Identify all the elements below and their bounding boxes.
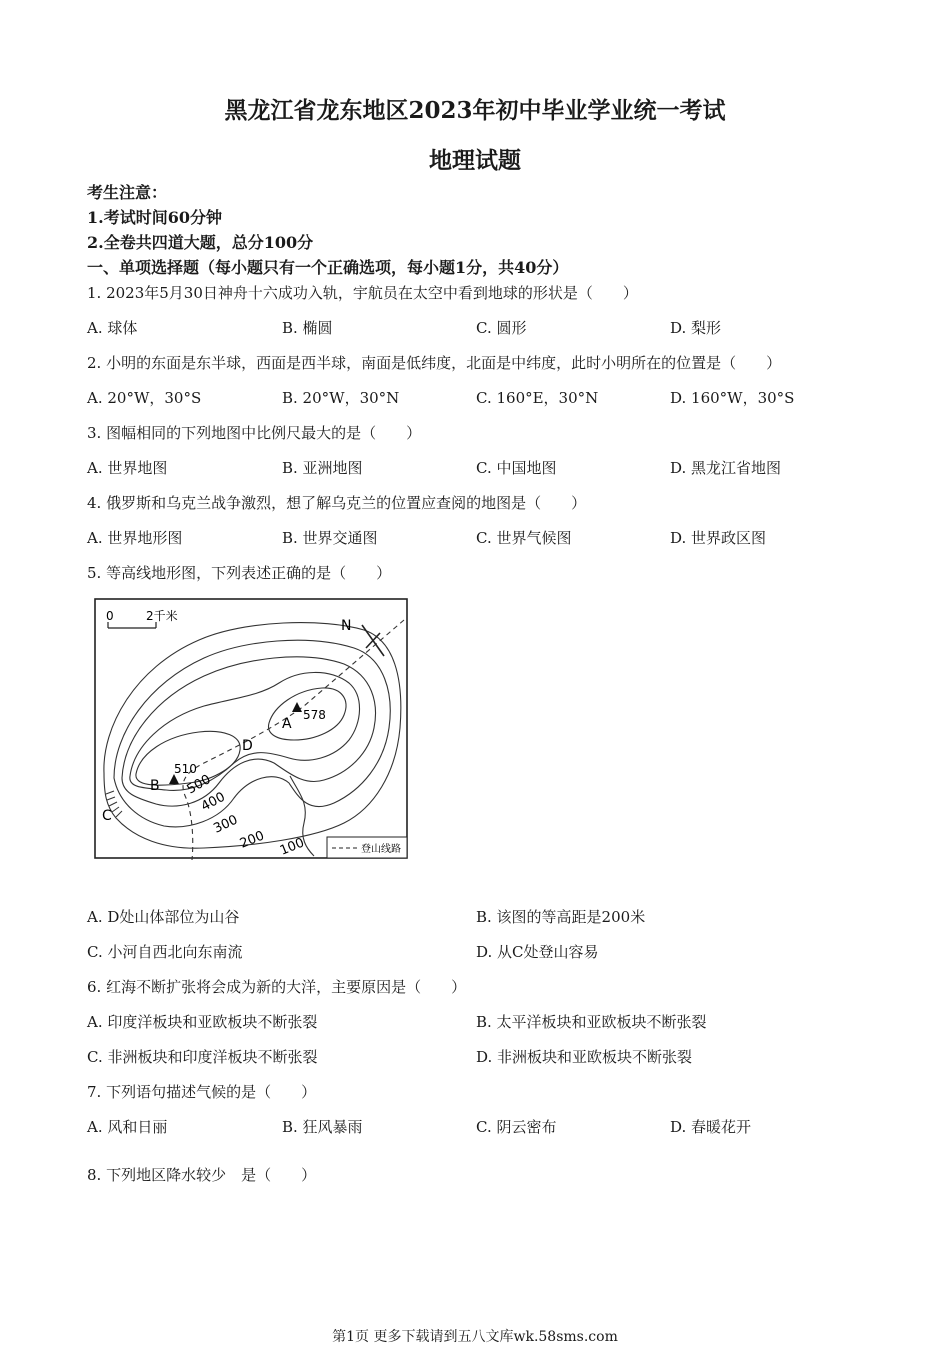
north-label: N [341,618,352,634]
q6-option-d: D. 非洲板块和亚欧板块不断张裂 [476,1048,693,1066]
point-d-label: D [242,738,253,754]
scale-label: 2千米 [146,609,178,623]
q2-option-d: D. 160°W，30°S [670,389,795,407]
q2-option-a: A. 20°W，30°S [87,389,202,407]
q1-option-b: B. 椭圆 [282,319,333,337]
q6-option-b: B. 太平洋板块和亚欧板块不断张裂 [476,1013,707,1031]
q7-option-b: B. 狂风暴雨 [282,1118,363,1136]
q5-option-a: A. D处山体部位为山谷 [87,908,240,926]
notice-heading: 考生注意： [87,183,168,202]
contour-label-500: 500 [184,772,214,798]
q7-option-d: D. 春暖花开 [670,1118,752,1136]
q6-option-a: A. 印度洋板块和亚欧板块不断张裂 [87,1013,318,1031]
question-4: 4. 俄罗斯和乌克兰战争激烈，想了解乌克兰的位置应查阅的地图是（ ） [87,494,587,512]
q3-option-a: A. 世界地图 [87,459,168,477]
q5-option-d: D. 从C处登山容易 [476,943,599,961]
q3-option-d: D. 黑龙江省地图 [670,459,782,477]
q7-option-a: A. 风和日丽 [87,1118,168,1136]
contour-map [94,598,410,862]
contour-label-300: 300 [211,812,241,837]
scale-zero: 0 [106,609,114,623]
peak-a-label: A [282,716,292,732]
q5-option-c: C. 小河自西北向东南流 [87,943,243,961]
question-6: 6. 红海不断扩张将会成为新的大洋，主要原因是（ ） [87,978,467,996]
q4-option-a: A. 世界地形图 [87,529,183,547]
page-footer: 第1页 更多下载请到五八文库wk.58sms.com [332,1329,618,1345]
peak-b-label: B [150,778,160,794]
notice-item-1: 1.考试时间60分钟 [87,208,222,227]
q1-option-d: D. 梨形 [670,319,722,337]
question-7: 7. 下列语句描述气候的是（ ） [87,1083,317,1101]
q4-option-c: C. 世界气候图 [476,529,572,547]
contour-label-100: 100 [277,835,307,859]
q1-option-c: C. 圆形 [476,319,527,337]
question-8: 8. 下列地区降水较少 是（ ） [87,1166,317,1184]
exam-subtitle: 地理试题 [429,147,521,174]
notice-item-2: 2.全卷共四道大题，总分100分 [87,233,314,252]
q4-option-d: D. 世界政区图 [670,529,767,547]
point-c-label: C [102,808,112,824]
section-heading: 一、单项选择题（每小题只有一个正确选项，每小题1分，共40分） [87,258,569,277]
q1-option-a: A. 球体 [87,319,138,337]
question-1: 1. 2023年5月30日神舟十六成功入轨，宇航员在太空中看到地球的形状是（ ） [87,284,638,302]
q2-option-c: C. 160°E，30°N [476,389,599,407]
q5-option-b: B. 该图的等高距是200米 [476,908,646,926]
contour-label-200: 200 [237,828,267,852]
q6-option-c: C. 非洲板块和印度洋板块不断张裂 [87,1048,318,1066]
q3-option-b: B. 亚洲地图 [282,459,363,477]
legend-route-label: 登山线路 [361,844,401,855]
q7-option-c: C. 阴云密布 [476,1118,557,1136]
q4-option-b: B. 世界交通图 [282,529,378,547]
question-2: 2. 小明的东面是东半球，西面是西半球，南面是低纬度，北面是中纬度，此时小明所在的位置是（ ） [87,354,782,372]
contour-label-400: 400 [198,789,228,815]
exam-title: 黑龙江省龙东地区2023年初中毕业学业统一考试 [224,97,726,124]
question-5: 5. 等高线地形图，下列表述正确的是（ ） [87,564,392,582]
map-frame [95,599,407,858]
peak-a-elevation: 578 [303,708,326,722]
q2-option-b: B. 20°W，30°N [282,389,400,407]
q3-option-c: C. 中国地图 [476,459,557,477]
peak-b-elevation: 510 [174,762,197,776]
question-3: 3. 图幅相同的下列地图中比例尺最大的是（ ） [87,424,422,442]
